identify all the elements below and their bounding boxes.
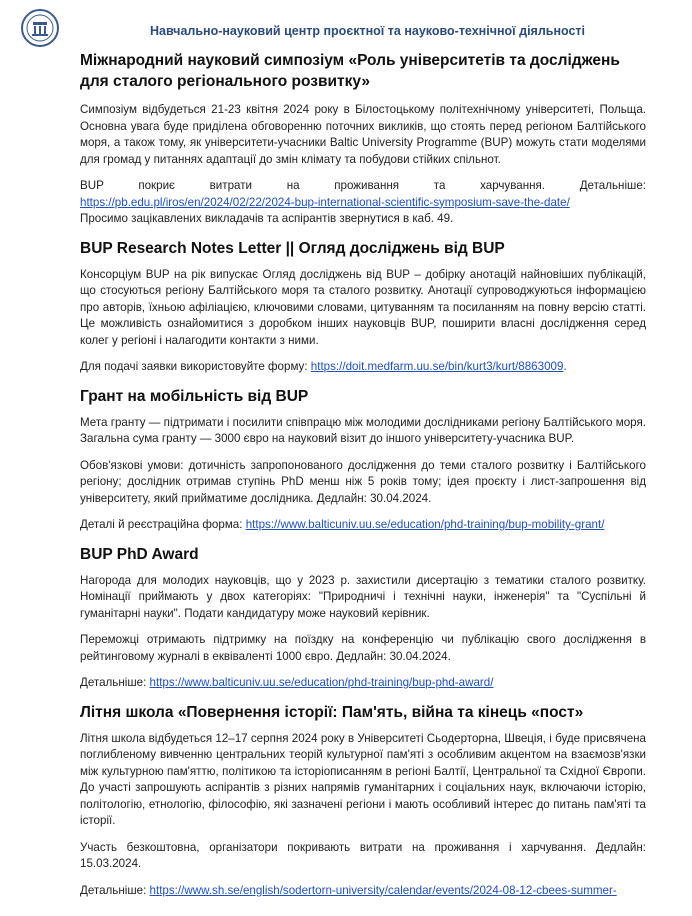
text: Деталі й реєстраційна форма: xyxy=(80,518,246,531)
link-research-form[interactable]: https://doit.medfarm.uu.se/bin/kurt3/kurt/8863009 xyxy=(310,360,564,373)
paragraph: Переможці отримають підтримку на поїздку на конференцію чи публікацію свого дослідження в рейтинговому журналі в еквіваленті 1000 євро. Дедлайн: 30.04.2024. xyxy=(80,633,646,663)
university-seal-logo xyxy=(20,8,60,48)
paragraph-form xyxy=(80,359,646,376)
text-line: BUP покриє витрати на проживання та харчування. Детальніше: xyxy=(80,179,646,192)
header-title: Навчально-науковий центр проєктної та науково-технічної діяльності xyxy=(150,24,586,38)
link-mobility-grant[interactable]: https://www.balticuniv.uu.se/education/phd-training/bup-mobility-grant/ xyxy=(245,518,605,531)
page-header xyxy=(0,0,692,48)
text: Для подачі заявки використовуйте форму: xyxy=(80,360,311,373)
paragraph: Консорціум BUP на рік випускає Огляд досліджень від BUP – добірку анотацій найновіших публікацій, що стосуються регіону Балтійського моря та сталого розвитку. Анотації супроводжуються інформацією про авторів, їхньою афіліацією, ключовими словами, цитуванням та посиланням на повну версію статті. Це можливість ознайомитися з доробком інших науковців BUP, поширити власні дослідження серед колег у регіоні і налагодити контакти з ними. xyxy=(80,267,646,347)
paragraph: Симпозіум відбудеться 21-23 квітня 2024 року в Білостоцькому політехнічному університеті, Польща. Основна увага буде приділена обговоренню поточних викликів, що стоять перед регіоном Балтійського моря, а також тому, як університети-учасники Baltic University Programme (BUP) можуть стати моделями для громад у питаннях адаптації до змін клімату та побудови стійких спільнот. xyxy=(80,103,646,166)
section-phd-award xyxy=(80,544,646,692)
link-summer-school[interactable]: https://www.sh.se/english/sodertorn-university/calendar/events/2024-08-12-cbees-summer- xyxy=(149,883,617,897)
section-symposium xyxy=(80,50,646,228)
paragraph-form xyxy=(80,675,646,692)
text: . xyxy=(563,360,567,373)
paragraph: Нагорода для молодих науковців, що у 2023 р. захистили дисертацію з тематики сталого розвитку. Номінації приймають у двох категоріях: "Природничі і технічні науки, інженерія" та "Суспільні й гуманітарні науки". Подати кандидатуру може науковий керівник. xyxy=(80,573,646,620)
section-research-notes xyxy=(80,238,646,376)
paragraph: Участь безкоштовна, організатори покривають витрати на проживання і харчування. Дедлайн: 15.03.2024. xyxy=(80,840,646,870)
section-title: BUP PhD Award xyxy=(80,545,199,563)
section-title: BUP Research Notes Letter || Огляд досліджень від BUP xyxy=(80,239,505,257)
section-summer-school xyxy=(80,702,646,900)
text: Детальніше: xyxy=(80,676,150,689)
paragraph-links xyxy=(80,178,646,228)
paragraph: Обов'язкові умови: дотичність запропонованого дослідження до теми сталого розвитку і Балтійського регіону; дослідник отримав ступінь PhD менш ніж 5 років тому; ідея проєкту і лист-запрошення від університету, який прийматиме дослідника. Дедлайн: 30.04.2024. xyxy=(80,458,646,505)
paragraph: Літня школа відбудеться 12–17 серпня 2024 року в Університеті Сьодерторна, Швеція, і буде присвячена поглибленому вивченню центральних теорій культурної пам'яті з особливим акцентом на взаємозв'язки між культурною пам'яттю, політикою та історіописанням в регіоні Балтії, Центральної та Східної Європи. До участі запрошують аспірантів з різних напрямів гуманітарних і соціальних наук, включаючи історію, політологію, етнологію, філософію, які зазначені регіони і мають особливий інтерес до питань пам'яті та історії. xyxy=(80,731,646,827)
document-body xyxy=(80,50,646,909)
link-symposium[interactable]: https://pb.edu.pl/iros/en/2024/02/22/2024-bup-international-scientific-symposium-save-the-date/ xyxy=(80,195,570,209)
link-phd-award[interactable]: https://www.balticuniv.uu.se/education/phd-training/bup-phd-award/ xyxy=(149,676,494,689)
paragraph-form xyxy=(80,883,646,900)
text: Детальніше: xyxy=(80,883,150,897)
section-mobility-grant xyxy=(80,386,646,534)
section-title: Грант на мобільність від BUP xyxy=(80,387,309,405)
paragraph-form xyxy=(80,517,646,534)
section-title: Літня школа «Повернення історії: Пам'ять, війна та кінець «пост» xyxy=(80,703,584,721)
paragraph: Мета гранту — підтримати і посилити співпрацю між молодими дослідниками регіону Балтійського моря. Загальна сума гранту — 3000 євро на науковий візит до іншого університету-учасника BUP. xyxy=(80,415,646,445)
section-title: Міжнародний науковий симпозіум «Роль університетів та досліджень для сталого регіонального розвитку» xyxy=(80,52,620,90)
text-line: Просимо зацікавлених викладачів та аспірантів звернутися в каб. 49. xyxy=(80,212,454,225)
